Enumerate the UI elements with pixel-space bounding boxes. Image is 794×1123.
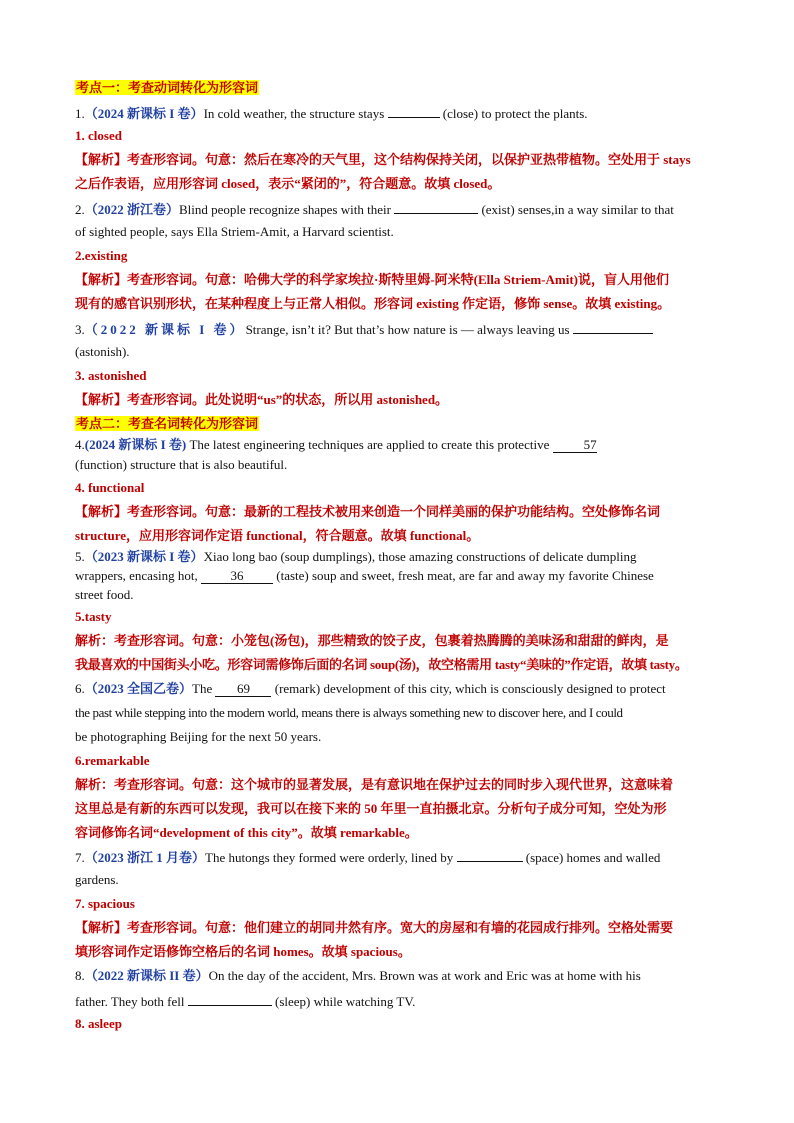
explanation-1-line-1: 【解析】考查形容词。句意：然后在寒冷的天气里，这个结构保持关闭，以保护亚热带植物。空处用于 stays	[75, 152, 691, 167]
question-number: 7.	[75, 850, 85, 865]
question-number: 8.	[75, 968, 85, 983]
answer-1: 1. closed	[75, 128, 122, 143]
question-text: On the day of the accident, Mrs. Brown was at work and Eric was at home with his	[208, 968, 641, 983]
answer-4: 4. functional	[75, 480, 145, 495]
question-source: （2022 新课标 II 卷）	[84, 968, 209, 983]
question-text: wrappers, encasing hot,	[75, 568, 201, 583]
answer-3: 3. astonished	[75, 368, 147, 383]
answer-7: 7. spacious	[75, 896, 135, 911]
question-8	[75, 966, 720, 986]
answer-2: 2.existing	[75, 248, 128, 263]
question-number: 1.	[75, 106, 85, 121]
question-4-cont: (function) structure that is also beautiful.	[75, 457, 288, 472]
question-source: （2023 新课标 I 卷）	[84, 549, 204, 564]
question-text: (exist) senses,in a way similar to that	[478, 202, 674, 217]
question-text: The latest engineering techniques are applied to create this protective	[189, 437, 553, 452]
explanation-6-line-2: 这里总是有新的东西可以发现，我可以在接下来的 50 年里一直拍摄北京。分析句子成分可知，空处为形	[75, 801, 667, 816]
answer-blank: 69	[215, 681, 271, 697]
question-text: The	[192, 681, 216, 696]
question-text: (space) homes and walled	[522, 850, 661, 865]
answer-blank	[388, 102, 440, 118]
question-text: The hutongs they formed were orderly, lined by	[205, 850, 457, 865]
explanation-4-line-2: structure，应用形容词作定语 functional，符合题意。故填 functional。	[75, 528, 480, 543]
question-7	[75, 846, 720, 868]
explanation-3-line-1: 【解析】考查形容词。此处说明“us”的状态，所以用 astonished。	[75, 392, 449, 407]
section-heading-2	[75, 414, 720, 434]
question-3-cont: (astonish).	[75, 344, 130, 359]
answer-6: 6.remarkable	[75, 753, 150, 768]
question-3	[75, 318, 720, 340]
answer-blank	[457, 846, 523, 862]
question-2	[75, 198, 720, 220]
section-label: 考点一：考查动词转化为形容词	[76, 80, 259, 95]
explanation-4-line-1: 【解析】考查形容词。句意：最新的工程技术被用来创造一个同样美丽的保护功能结构。空处修饰名词	[75, 504, 661, 519]
question-source: (2024 新课标 I 卷)	[84, 437, 187, 452]
question-number: 2.	[75, 202, 85, 217]
question-1	[75, 102, 720, 124]
question-text: (sleep) while watching TV.	[271, 994, 416, 1009]
question-source: （2022 浙江卷）	[84, 202, 180, 217]
section-heading-1	[75, 78, 720, 98]
question-text: Blind people recognize shapes with their	[179, 202, 395, 217]
answer-5: 5.tasty	[75, 609, 112, 624]
section-label: 考点二：考查名词转化为形容词	[76, 416, 259, 431]
question-text: (close) to protect the plants.	[439, 106, 588, 121]
answer-blank	[573, 318, 653, 334]
question-4	[75, 435, 720, 455]
explanation-1-line-2: 之后作表语，应用形容词 closed，表示“紧闭的”，符合题意。故填 closed。	[75, 176, 501, 191]
question-7-cont: gardens.	[75, 872, 119, 887]
answer-8: 8. asleep	[75, 1016, 122, 1031]
question-number: 5.	[75, 549, 85, 564]
answer-blank	[188, 990, 272, 1006]
question-source: （2023 浙江 1 月卷）	[84, 850, 206, 865]
question-6-cont-2: be photographing Beijing for the next 50 years.	[75, 729, 322, 744]
explanation-6-line-1: 解析：考查形容词。句意：这个城市的显著发展，是有意识地在保护过去的同时步入现代世界，这意味着	[75, 777, 674, 792]
question-8-cont	[75, 990, 720, 1012]
explanation-7-line-2: 填形容词作定语修饰空格后的名词 homes。故填 spacious。	[75, 944, 411, 959]
answer-blank: 57	[553, 437, 597, 453]
question-5-cont-2: street food.	[75, 587, 134, 602]
question-text: (taste) soup and sweet, fresh meat, are far and away my favorite Chinese	[273, 568, 654, 583]
explanation-6-line-3: 容词修饰名词“development of this city”。故填 remarkable。	[75, 825, 418, 840]
question-6-cont: the past while stepping into the modern world, means there is always something new to discover here, and I could	[75, 705, 623, 720]
question-number: 6.	[75, 681, 85, 696]
question-text: (remark) development of this city, which is consciously designed to protect	[271, 681, 666, 696]
question-5-cont	[75, 566, 720, 586]
question-2-cont: of sighted people, says Ella Striem-Amit, a Harvard scientist.	[75, 224, 394, 239]
question-text: father. They both fell	[75, 994, 188, 1009]
explanation-7-line-1: 【解析】考查形容词。句意：他们建立的胡同井然有序。宽大的房屋和有墙的花园成行排列。空格处需要	[75, 920, 674, 935]
question-source: （2022 新课标 I 卷）	[84, 322, 246, 337]
question-6	[75, 679, 720, 699]
answer-blank	[394, 198, 478, 214]
question-5	[75, 547, 720, 567]
question-number: 4.	[75, 437, 85, 452]
question-source: （2023 全国乙卷）	[84, 681, 193, 696]
question-text: Strange, isn’t it? But that’s how nature is — always leaving us	[245, 322, 573, 337]
question-number: 3.	[75, 322, 85, 337]
question-source: （2024 新课标 I 卷）	[84, 106, 204, 121]
explanation-5-line-2: 我最喜欢的中国街头小吃。形容词需修饰后面的名词 soup(汤)，故空格需用 tasty“美味的”作定语，故填 tasty。	[75, 657, 688, 672]
explanation-2-line-1: 【解析】考查形容词。句意：哈佛大学的科学家埃拉·斯特里姆-阿米特(Ella Striem-Amit)说，盲人用他们	[75, 272, 669, 287]
question-text: Xiao long bao (soup dumplings), those amazing constructions of delicate dumpling	[203, 549, 637, 564]
question-text: In cold weather, the structure stays	[203, 106, 388, 121]
explanation-5-line-1: 解析：考查形容词。句意：小笼包(汤包)，那些精致的饺子皮，包裹着热腾腾的美味汤和甜甜的鲜肉，是	[75, 633, 669, 648]
explanation-2-line-2: 现有的感官识别形状，在某种程度上与正常人相似。形容词 existing 作定语，修饰 sense。故填 existing。	[75, 296, 671, 311]
answer-blank: 36	[201, 568, 273, 584]
